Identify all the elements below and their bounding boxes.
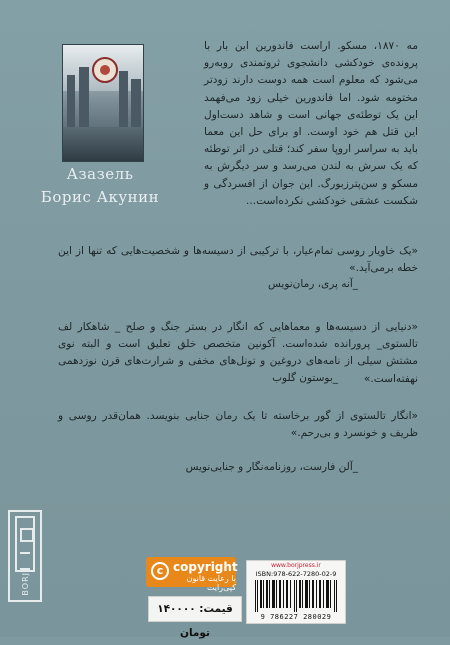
- blurb-quote: «دنیایی از دسیسه‌ها و معماهایی که انگار در بستر جنگ و صلح _ شاهکار لف تالستوی_ پرورانده شده‌است. آکونین متخصص خلق تعلیق است و البته نوی مشتش سیلی از نامه‌های دروغین و تونل‌های مخفی و شرارت‌های قرن نوزدهمی نهفته‌است.»: [58, 321, 418, 385]
- publisher-logo-icon: [15, 516, 35, 572]
- copyright-label: copyright: [173, 560, 238, 574]
- blurb-quote: «یک خاویار روسی تمام‌عیار، با ترکیبی از دسیسه‌ها و شخصیت‌هایی که تنها از این خطه برمی‌آید.»: [58, 245, 418, 275]
- copyright-badge: [146, 557, 238, 592]
- cover-author-ru: Борис Акунин: [40, 188, 160, 206]
- copyright-sub: با رعایت قانون کپی‌رایت: [186, 574, 236, 592]
- isbn-text: ISBN:978-622-7280-02-9: [255, 570, 337, 578]
- blurb-source: _آلن فارست، روزنامه‌نگار و جنایی‌نویس: [185, 461, 358, 473]
- barcode-icon: [255, 580, 337, 612]
- front-cover-thumbnail: [62, 44, 144, 162]
- isbn-barcode: [246, 560, 346, 624]
- portrait-medallion-icon: [92, 57, 118, 83]
- publisher-url: www.borjpress.ir: [271, 562, 321, 569]
- blurb-source: _آنه پری، رمان‌نویس: [268, 278, 358, 290]
- copyright-icon: c: [151, 562, 169, 580]
- blurb-source: _بوستون گلوب: [272, 372, 338, 384]
- price-label: قیمت: ۱۴۰۰۰۰ تومان: [148, 596, 242, 622]
- publisher-name: BORJ: [20, 572, 30, 596]
- synopsis-text: مه ۱۸۷۰، مسکو. اراست فاندورین این بار با پرونده‌ی خودکشی دانشجوی ثروتمندی روبه‌رو می‌شود که معلوم است همه دوست دارند زودتر مختومه شود. اما فاندورین خیلی زود می‌فهمد این یک توطئه‌ی جهانی است و شاهد دست‌اول این قتل هم خود اوست. او برای حل این معما باید به سراسر اروپا سفر کند؛ قتلی در اثر توطئه که یک سرش به لندن می‌رسد و سر دیگرش به مسکو و سن‌پترزبورگ. این جوان از افسردگی و شکست عشقی خودکشی نکرده‌است...: [204, 40, 418, 207]
- blurb-quote: «انگار تالستوی از گور برخاسته تا یک رمان جنایی بنویسد. همان‌قدر روسی و ظریف و خونسرد و بی‌رحم.»: [58, 410, 418, 440]
- barcode-number: 9 786227 280029: [260, 613, 332, 621]
- publisher-logo: [8, 510, 42, 602]
- cover-title-ru: Азазель: [66, 165, 134, 183]
